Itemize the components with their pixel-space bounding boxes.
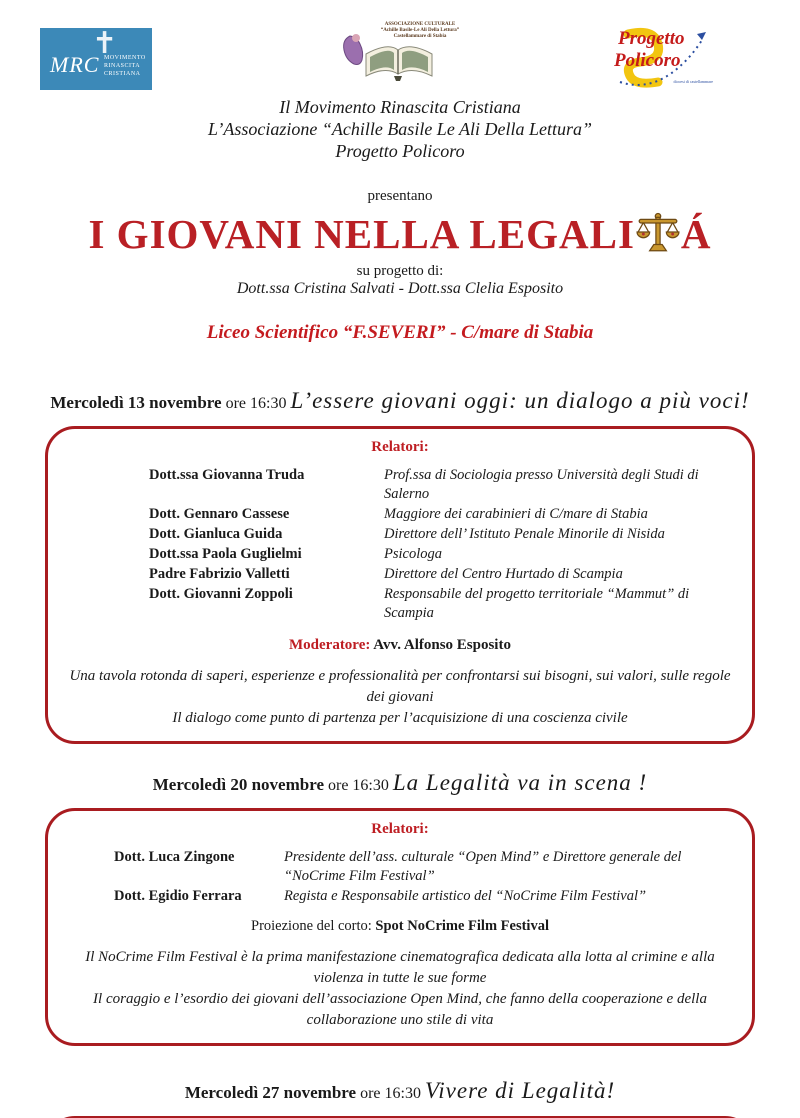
- speaker-role: Maggiore dei carabinieri di C/mare di Stabia: [384, 506, 648, 522]
- event-3-title: Vivere di Legalità!: [424, 1078, 616, 1103]
- event-3-heading: [0, 1078, 800, 1104]
- event-1-heading: [0, 388, 800, 414]
- cross-icon: ✝: [92, 28, 118, 60]
- speaker-role: Psicologa: [384, 546, 442, 562]
- speaker-name: Dott. Egidio Ferrara: [114, 888, 242, 904]
- organizer-line: Progetto Policoro: [335, 141, 465, 161]
- page-title: I GIOVANI NELLA LEGALI Á: [88, 211, 712, 257]
- moderator-line: [64, 637, 736, 654]
- event-2-date: Mercoledì 20 novembre: [152, 775, 324, 794]
- event-2-time: ore 16:30: [328, 777, 389, 794]
- speaker-name: Dott. Giovanni Zoppoli: [149, 586, 293, 602]
- event-1-time: ore 16:30: [225, 395, 287, 412]
- association-caption: ASSOCIAZIONE CULTURALE “Achille Basile-Le Ali Della Lettura” Castellammare di Stabia: [380, 22, 460, 39]
- screening-title: Spot NoCrime Film Festival: [375, 918, 549, 934]
- event-2-speakers: [64, 848, 736, 906]
- presents-label: presentano: [367, 188, 433, 204]
- mrc-caption: MOVIMENTO RINASCITA CRISTIANA: [104, 55, 146, 77]
- speaker-role: Presidente dell’ass. culturale “Open Mind” e Direttore generale del “NoCrime Film Festival”: [284, 849, 682, 884]
- speaker-name: Dott. Gennaro Cassese: [149, 506, 290, 522]
- relatori-label: Relatori:: [371, 821, 429, 837]
- policoro-word-2: Policoro: [614, 50, 681, 71]
- mrc-letters: MRC: [50, 52, 100, 77]
- venue-line: Liceo Scientifico “F.SEVERI” - C/mare di Stabia: [206, 322, 594, 343]
- speaker-role: Prof.ssa di Sociologia presso Università degli Studi di Salerno: [384, 467, 699, 502]
- event-2-heading: [0, 770, 800, 796]
- relatori-label: Relatori:: [371, 439, 429, 455]
- event-1-title: L’essere giovani oggi: un dialogo a più voci!: [290, 388, 750, 413]
- speaker-name: Padre Fabrizio Valletti: [149, 566, 290, 582]
- screening-label: Proiezione del corto:: [251, 918, 372, 934]
- screening-line: [64, 918, 736, 935]
- speaker-name: Dott.ssa Giovanna Truda: [149, 467, 305, 483]
- association-logo: [328, 16, 468, 94]
- organizers: [0, 96, 800, 162]
- speaker-role: Direttore dell’ Istituto Penale Minorile di Nisida: [384, 526, 665, 542]
- event-1-box: [45, 426, 755, 744]
- moderator-name: Avv. Alfonso Esposito: [373, 637, 511, 653]
- speaker-role: Responsabile del progetto territoriale “Mammut” di Scampia: [384, 586, 690, 621]
- scales-of-justice-icon: [635, 212, 681, 254]
- speaker-role: Regista e Responsabile artistico del “NoCrime Film Festival”: [284, 888, 647, 904]
- organizer-line: Il Movimento Rinascita Cristiana: [279, 97, 521, 117]
- policoro-word-1: Progetto: [618, 28, 685, 49]
- speaker-name: Dott. Luca Zingone: [114, 849, 235, 865]
- policoro-small-text: diocesi di castellammare: [673, 79, 713, 84]
- event-1-description: Una tavola rotonda di saperi, esperienze e professionalità per confrontarsi sui bisogni, sui valori, sulle regole dei giovani Il dialogo come punto di partenza per l’acquisizione di una coscienza civile: [69, 668, 731, 726]
- speaker-name: Dott. Gianluca Guida: [149, 526, 283, 542]
- speaker-role: Direttore del Centro Hurtado di Scampia: [384, 566, 623, 582]
- event-1-speakers: [64, 466, 736, 623]
- organizer-line: L’Associazione “Achille Basile Le Ali Della Lettura”: [208, 119, 592, 139]
- speaker-name: Dott.ssa Paola Guglielmi: [149, 546, 302, 562]
- project-by-label: su progetto di:: [356, 263, 444, 279]
- moderator-label: Moderatore:: [289, 637, 371, 653]
- open-book-icon: [336, 30, 456, 86]
- event-1-date: Mercoledì 13 novembre: [50, 393, 222, 412]
- event-3-time: ore 16:30: [360, 1085, 421, 1102]
- event-3-date: Mercoledì 27 novembre: [184, 1083, 357, 1102]
- progetto-policoro-logo: [610, 20, 715, 94]
- event-2-box: [45, 808, 755, 1046]
- event-2-description: Il NoCrime Film Festival è la prima manifestazione cinematografica dedicata alla lotta al crimine e alla violenza in tutte le sue forme Il coraggio e l’esordio dei giovani dell’associazione Open Mind, che fanno della cooperazione e della collaborazione uno stile di vita: [85, 949, 715, 1028]
- mrc-logo: [40, 28, 152, 90]
- event-2-title: La Legalità va in scena !: [392, 770, 648, 795]
- project-authors: Dott.ssa Cristina Salvati - Dott.ssa Clelia Esposito: [236, 280, 564, 297]
